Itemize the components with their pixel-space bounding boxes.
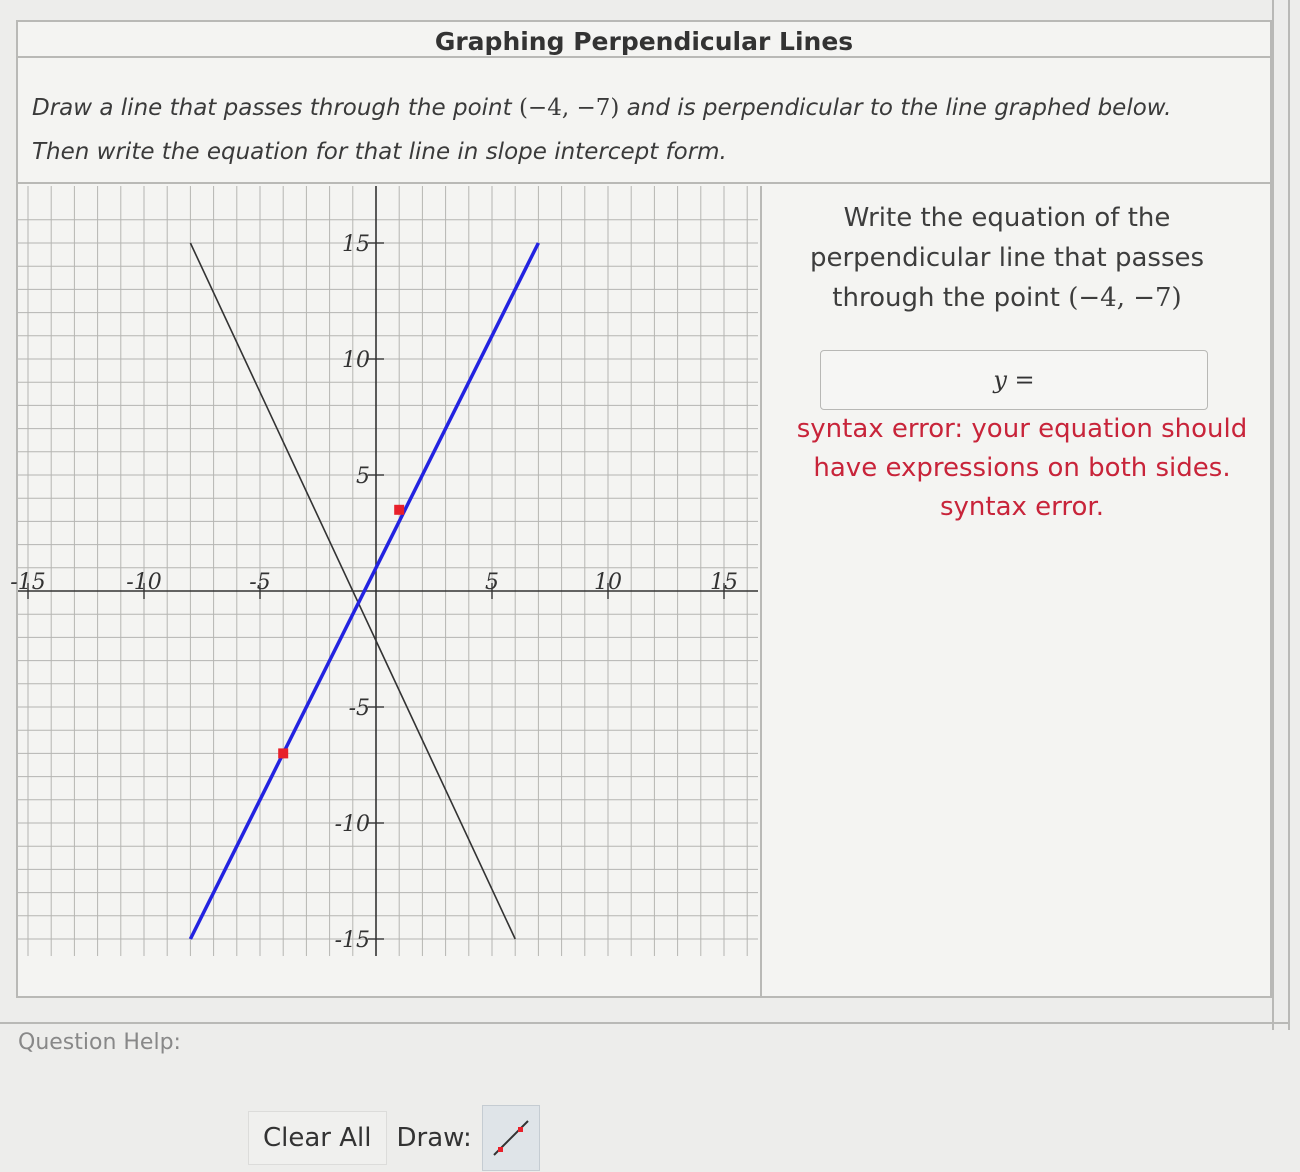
- equation-label: y =: [993, 366, 1035, 394]
- answer-panel: [762, 186, 1274, 998]
- y-tick-label: -15: [334, 928, 370, 953]
- prompt-line-2: Then write the equation for that line in slope intercept form.: [32, 139, 727, 165]
- draw-label: Draw:: [396, 1123, 472, 1153]
- page-title: Graphing Perpendicular Lines: [18, 22, 1270, 58]
- y-tick-label: 15: [342, 232, 370, 257]
- x-tick-label: 10: [594, 570, 622, 595]
- y-tick-label: 5: [356, 464, 370, 489]
- x-tick-label: 5: [485, 570, 499, 595]
- question-help-label: Question Help:: [18, 1030, 181, 1055]
- problem-prompt: [18, 56, 1270, 184]
- prompt-point: (−4, −7): [518, 95, 620, 121]
- clear-all-button[interactable]: Clear All: [248, 1111, 387, 1165]
- question-text: [792, 198, 1222, 318]
- plotted-point: [394, 505, 404, 515]
- prompt-line-1: [32, 86, 1256, 130]
- error-line-2: syntax error.: [939, 492, 1104, 522]
- line-tool-button[interactable]: [482, 1105, 540, 1171]
- prompt-text-end: and is perpendicular to the line graphed below.: [619, 95, 1172, 121]
- y-tick-label: -10: [334, 812, 370, 837]
- equation-input[interactable]: [820, 350, 1208, 410]
- prompt-text-start: Draw a line that passes through the point: [32, 95, 519, 121]
- error-message: [782, 410, 1262, 527]
- x-tick-label: -10: [126, 570, 162, 595]
- question-text-body: Write the equation of the perpendicular line that passes through the point: [809, 203, 1205, 313]
- y-tick-label: 10: [342, 348, 370, 373]
- outer-border: [1272, 0, 1290, 1030]
- question-point: (−4, −7): [1068, 283, 1182, 313]
- plotted-point: [278, 748, 288, 758]
- y-tick-label: -5: [348, 696, 370, 721]
- bottom-divider: [0, 1022, 1290, 1024]
- x-tick-label: -5: [249, 570, 271, 595]
- x-tick-label: -15: [10, 570, 46, 595]
- coordinate-graph[interactable]: [10, 186, 758, 998]
- error-line-1: syntax error: your equation should have expressions on both sides.: [796, 414, 1248, 483]
- line-tool-icon: [486, 1113, 536, 1163]
- graph-toolbar: [248, 1104, 540, 1172]
- x-tick-label: 15: [710, 570, 738, 595]
